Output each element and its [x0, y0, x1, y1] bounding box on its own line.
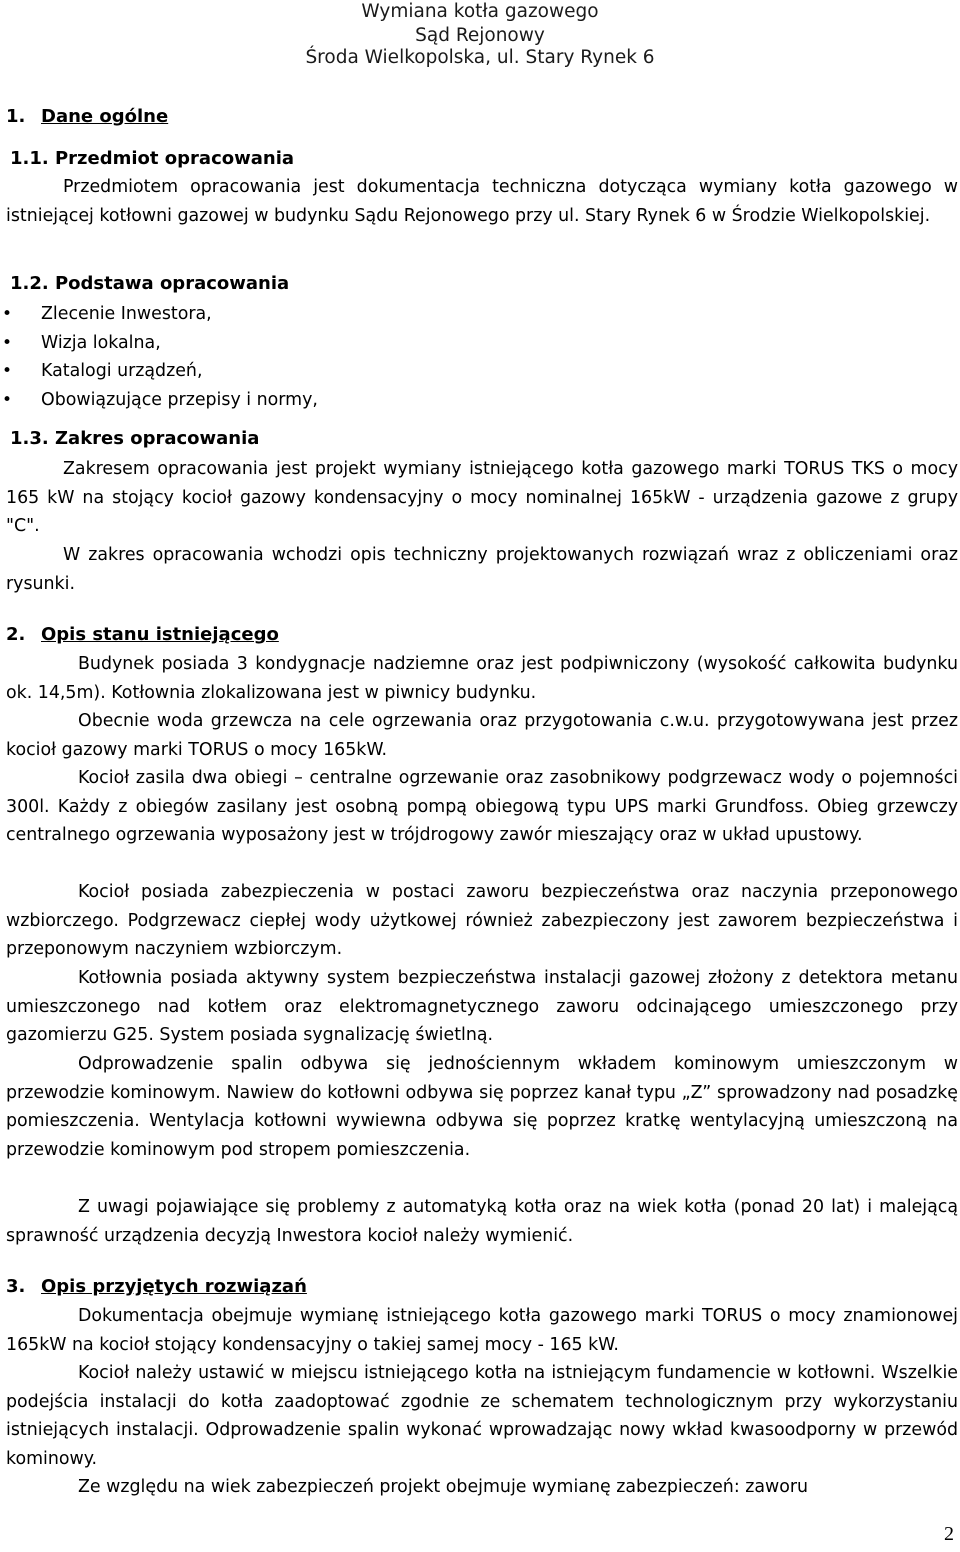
- subsection-1-3-text-2: W zakres opracowania wchodzi opis techniczny projektowanych rozwiązań wraz z obliczeniami oraz rysunki.: [6, 545, 958, 594]
- section-2-paragraph: Budynek posiada 3 kondygnacje nadziemne oraz jest podpiwniczony (wysokość całkowita budynku ok. 14,5m). Kotłownia zlokalizowana jest w piwnicy budynku.: [6, 654, 958, 703]
- section-3-title: Opis przyjętych rozwiązań: [41, 1276, 307, 1297]
- section-2-number: 2.: [6, 624, 26, 645]
- subsection-1-3-heading: 1.3. Zakres opracowania: [10, 428, 260, 449]
- section-1-number: 1.: [6, 106, 26, 127]
- subsection-1-3-text-1: Zakresem opracowania jest projekt wymiany istniejącego kotła gazowego marki TORUS TKS o mocy 165 kW na stojący kocioł gazowy kondensacyjny o mocy nominalnej 165kW - urządzenia gazowe z grupy "C".: [6, 459, 958, 536]
- section-2-title: Opis stanu istniejącego: [41, 624, 279, 645]
- section-3-number: 3.: [6, 1276, 26, 1297]
- section-3-paragraph: Dokumentacja obejmuje wymianę istniejącego kotła gazowego marki TORUS o mocy znamionowej 165kW na kocioł stojący kondensacyjny o takiej samej mocy - 165 kW.: [6, 1306, 958, 1355]
- section-3-paragraph: Kocioł należy ustawić w miejscu istniejącego kotła na istniejącym fundamencie w kotłowni. Wszelkie podejścia instalacji do kotła zaadoptować zgodnie ze schematem technologicznym przy wykorzystaniu istniejących instalacji. Odprowadzenie spalin wykonać wprowadzając nowy wkład kwasoodporny w przewód kominowy.: [6, 1363, 958, 1469]
- section-2-paragraph: Kotłownia posiada aktywny system bezpieczeństwa instalacji gazowej złożony z detektora metanu umieszczonego nad kotłem oraz elektromagnetycznego zaworu odcinającego umieszczonego przy gazomierzu G25. System posiada sygnalizację świetlną.: [6, 968, 958, 1045]
- section-1-heading: [6, 105, 168, 129]
- section-2-paragraph: Obecnie woda grzewcza na cele ogrzewania oraz przygotowania c.w.u. przygotowywana jest przez kocioł gazowy marki TORUS o mocy 165kW.: [6, 711, 958, 760]
- section-3-paragraph: Ze względu na wiek zabezpieczeń projekt obejmuje wymianę zabezpieczeń: zaworu: [78, 1477, 809, 1497]
- list-item: • Katalogi urządzeń,: [0, 357, 318, 386]
- list-item: • Zlecenie Inwestora,: [0, 300, 318, 329]
- header-institution: Sąd Rejonowy: [415, 25, 545, 46]
- subsection-1-1-heading: 1.1. Przedmiot opracowania: [10, 148, 295, 169]
- section-2-paragraph: Z uwagi pojawiające się problemy z automatyką kotła oraz na wiek kotła (ponad 20 lat) i malejącą sprawność urządzenia decyzją Inwestora kocioł należy wymienić.: [6, 1197, 958, 1246]
- basis-list: [0, 300, 318, 414]
- page-number: 2: [944, 1523, 954, 1545]
- section-2-paragraph: Kocioł posiada zabezpieczenia w postaci zaworu bezpieczeństwa oraz naczynia przeponowego wzbiorczego. Podgrzewacz ciepłej wody użytkowej również zabezpieczony jest zaworem bezpieczeństwa i przeponowym naczyniem wzbiorczym.: [6, 882, 958, 959]
- section-2-heading: [6, 623, 279, 647]
- section-2-paragraph: Kocioł zasila dwa obiegi – centralne ogrzewanie oraz zasobnikowy podgrzewacz wody o pojemności 300l. Każdy z obiegów zasilany jest osobną pompą obiegową typu UPS marki Grundfoss. Obieg grzewczy centralnego ogrzewania wyposażony jest w trójdrogowy zawór mieszający oraz w układ upustowy.: [6, 768, 958, 845]
- list-item: • Obowiązujące przepisy i normy,: [0, 386, 318, 415]
- section-3-heading: [6, 1275, 307, 1299]
- list-item: • Wizja lokalna,: [0, 329, 318, 358]
- header-address: Środa Wielkopolska, ul. Stary Rynek 6: [305, 47, 655, 68]
- subsection-1-1-text: Przedmiotem opracowania jest dokumentacja techniczna dotycząca wymiany kotła gazowego w istniejącej kotłowni gazowej w budynku Sądu Rejonowego przy ul. Stary Rynek 6 w Środzie Wielkopolskiej.: [6, 177, 958, 226]
- section-2-paragraph: Odprowadzenie spalin odbywa się jednościennym wkładem kominowym umieszczonym w przewodzie kominowym. Nawiew do kotłowni odbywa się poprzez kanał typu „Z” sprowadzony nad posadzkę pomieszczenia. Wentylacja kotłowni wywiewna odbywa się poprzez kratkę wentylacyjną umieszczoną na przewodzie kominowym pod stropem pomieszczenia.: [6, 1054, 958, 1160]
- header-title: Wymiana kotła gazowego: [361, 1, 599, 22]
- section-1-title: Dane ogólne: [41, 106, 169, 127]
- subsection-1-2-heading: 1.2. Podstawa opracowania: [10, 273, 290, 294]
